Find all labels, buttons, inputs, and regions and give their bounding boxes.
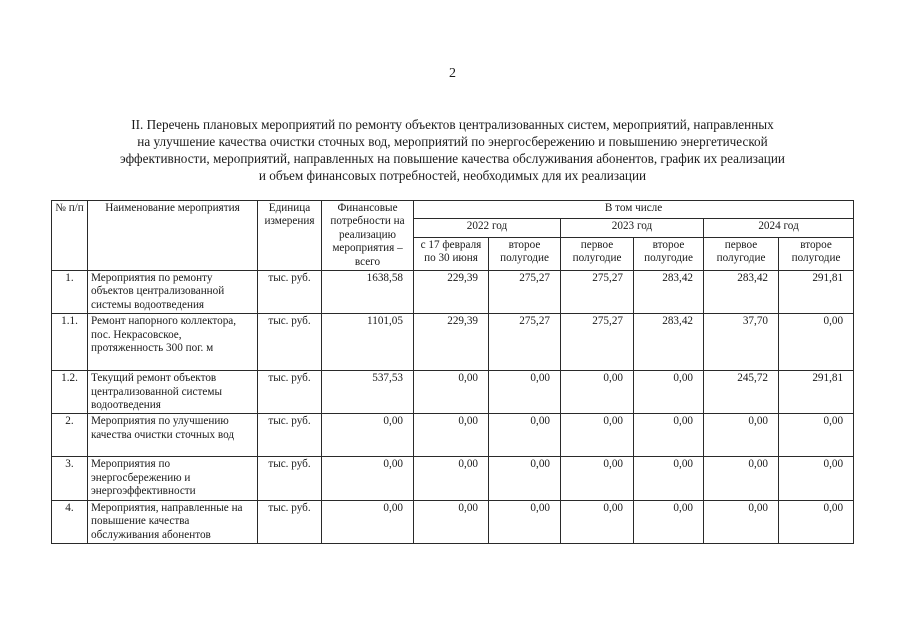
row-number: 1.1. bbox=[52, 314, 88, 371]
value-cell: 229,39 bbox=[414, 271, 489, 314]
measure-name: Мероприятия по энергосбережению и энергоэффективности bbox=[88, 457, 258, 500]
header-name: Наименование мероприятия bbox=[88, 201, 258, 271]
unit-cell: тыс. руб. bbox=[258, 271, 322, 314]
measure-name: Текущий ремонт объектов централизованной системы водоотведения bbox=[88, 371, 258, 414]
table-row bbox=[52, 271, 854, 314]
header-period: первое полугодие bbox=[561, 237, 634, 270]
value-cell: 0,00 bbox=[414, 500, 489, 543]
value-cell: 275,27 bbox=[561, 314, 634, 371]
table-row bbox=[52, 500, 854, 543]
value-cell: 0,00 bbox=[704, 414, 779, 457]
unit-cell: тыс. руб. bbox=[258, 314, 322, 371]
value-cell: 0,00 bbox=[779, 414, 854, 457]
value-cell: 0,00 bbox=[489, 457, 561, 500]
value-cell: 275,27 bbox=[561, 271, 634, 314]
value-cell: 0,00 bbox=[704, 500, 779, 543]
header-year-2024: 2024 год bbox=[704, 219, 854, 237]
value-cell: 0,00 bbox=[489, 414, 561, 457]
measure-name: Мероприятия, направленные на повышение качества обслуживания абонентов bbox=[88, 500, 258, 543]
unit-cell: тыс. руб. bbox=[258, 414, 322, 457]
value-cell: 291,81 bbox=[779, 271, 854, 314]
value-cell: 245,72 bbox=[704, 371, 779, 414]
value-cell: 0,00 bbox=[779, 457, 854, 500]
row-number: 3. bbox=[52, 457, 88, 500]
table-row bbox=[52, 371, 854, 414]
value-cell: 229,39 bbox=[414, 314, 489, 371]
section-heading bbox=[40, 116, 865, 184]
row-number: 1. bbox=[52, 271, 88, 314]
page-number: 2 bbox=[449, 66, 456, 81]
row-number: 4. bbox=[52, 500, 88, 543]
measure-name: Мероприятия по ремонту объектов централизованной системы водоотведения bbox=[88, 271, 258, 314]
value-cell: 0,00 bbox=[634, 457, 704, 500]
header-year-2022: 2022 год bbox=[414, 219, 561, 237]
value-cell: 0,00 bbox=[414, 457, 489, 500]
value-cell: 0,00 bbox=[779, 314, 854, 371]
heading-line: эффективности, мероприятий, направленных на повышение качества обслуживания абонентов, график их реализации bbox=[120, 151, 785, 166]
row-number: 1.2. bbox=[52, 371, 88, 414]
header-period: второе полугодие bbox=[779, 237, 854, 270]
header-period: второе полугодие bbox=[634, 237, 704, 270]
header-total: Финансовые потребности на реализацию мероприятия – всего bbox=[322, 201, 414, 271]
value-cell: 275,27 bbox=[489, 271, 561, 314]
header-period: второе полугодие bbox=[489, 237, 561, 270]
total-cell: 0,00 bbox=[322, 414, 414, 457]
total-cell: 1638,58 bbox=[322, 271, 414, 314]
total-cell: 537,53 bbox=[322, 371, 414, 414]
heading-line: на улучшение качества очистки сточных вод, мероприятий по энергосбережению и повышению энергетической bbox=[137, 134, 768, 149]
total-cell: 0,00 bbox=[322, 500, 414, 543]
value-cell: 0,00 bbox=[414, 414, 489, 457]
heading-line: и объем финансовых потребностей, необходимых для их реализации bbox=[258, 168, 647, 183]
measure-name: Мероприятия по улучшению качества очистки сточных вод bbox=[88, 414, 258, 457]
measures-table bbox=[51, 200, 854, 544]
header-including: В том числе bbox=[414, 201, 854, 219]
header-num: № п/п bbox=[52, 201, 88, 271]
header-year-2023: 2023 год bbox=[561, 219, 704, 237]
heading-line: II. Перечень плановых мероприятий по ремонту объектов централизованных систем, мероприятий, направленных bbox=[131, 117, 774, 132]
value-cell: 37,70 bbox=[704, 314, 779, 371]
value-cell: 283,42 bbox=[634, 271, 704, 314]
value-cell: 0,00 bbox=[561, 371, 634, 414]
value-cell: 0,00 bbox=[489, 500, 561, 543]
value-cell: 0,00 bbox=[704, 457, 779, 500]
table-row bbox=[52, 457, 854, 500]
value-cell: 0,00 bbox=[489, 371, 561, 414]
header-period: с 17 февраля по 30 июня bbox=[414, 237, 489, 270]
header-period: первое полугодие bbox=[704, 237, 779, 270]
value-cell: 0,00 bbox=[561, 457, 634, 500]
value-cell: 0,00 bbox=[779, 500, 854, 543]
row-number: 2. bbox=[52, 414, 88, 457]
value-cell: 0,00 bbox=[414, 371, 489, 414]
value-cell: 0,00 bbox=[634, 500, 704, 543]
value-cell: 283,42 bbox=[704, 271, 779, 314]
value-cell: 275,27 bbox=[489, 314, 561, 371]
value-cell: 0,00 bbox=[634, 371, 704, 414]
table-row bbox=[52, 414, 854, 457]
value-cell: 0,00 bbox=[561, 414, 634, 457]
unit-cell: тыс. руб. bbox=[258, 500, 322, 543]
header-unit: Единица измерения bbox=[258, 201, 322, 271]
total-cell: 0,00 bbox=[322, 457, 414, 500]
unit-cell: тыс. руб. bbox=[258, 371, 322, 414]
value-cell: 0,00 bbox=[561, 500, 634, 543]
unit-cell: тыс. руб. bbox=[258, 457, 322, 500]
total-cell: 1101,05 bbox=[322, 314, 414, 371]
measure-name: Ремонт напорного коллектора, пос. Некрасовское, протяженность 300 пог. м bbox=[88, 314, 258, 371]
value-cell: 283,42 bbox=[634, 314, 704, 371]
table-row bbox=[52, 314, 854, 371]
value-cell: 0,00 bbox=[634, 414, 704, 457]
value-cell: 291,81 bbox=[779, 371, 854, 414]
